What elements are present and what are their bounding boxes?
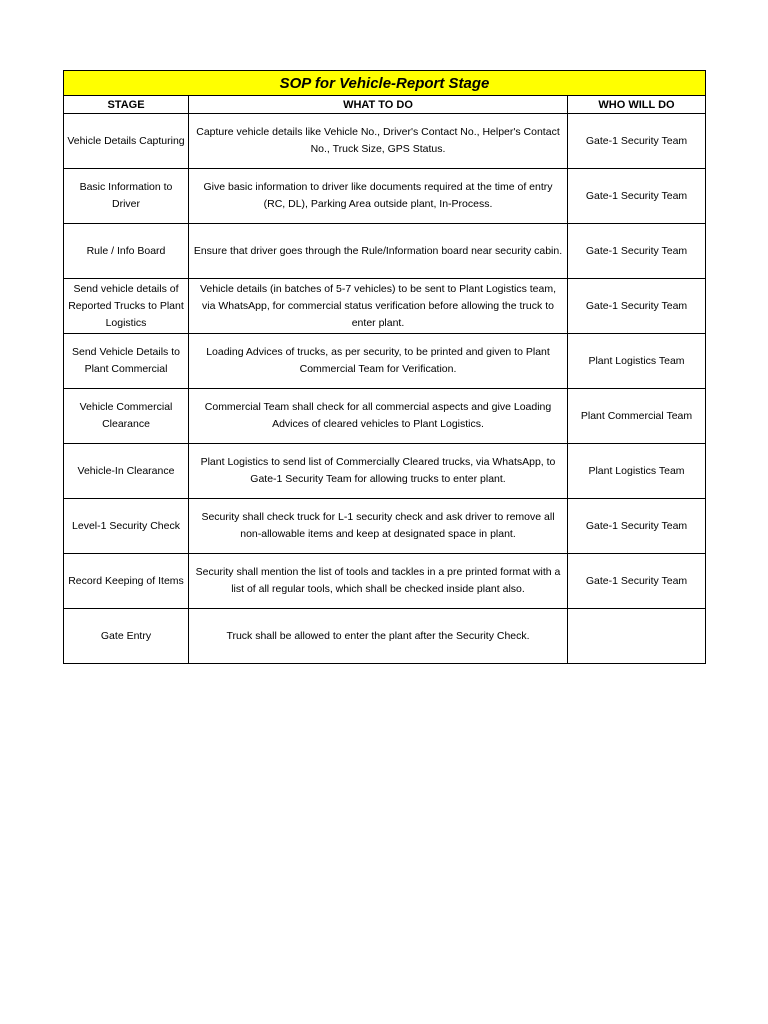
who-cell: [568, 609, 706, 664]
table-row: [64, 389, 706, 444]
who-cell: Gate-1 Security Team: [568, 114, 706, 169]
who-cell: Plant Commercial Team: [568, 389, 706, 444]
table-row: [64, 609, 706, 664]
stage-cell: Rule / Info Board: [64, 224, 189, 279]
what-cell: Security shall check truck for L-1 security check and ask driver to remove all non-allowable items and keep at designated space in plant.: [189, 499, 568, 554]
what-cell: Loading Advices of trucks, as per security, to be printed and given to Plant Commercial Team for Verification.: [189, 334, 568, 389]
stage-cell: Basic Information to Driver: [64, 169, 189, 224]
what-cell: Security shall mention the list of tools and tackles in a pre printed format with a list of all regular tools, which shall be checked inside plant also.: [189, 554, 568, 609]
stage-cell: Vehicle Details Capturing: [64, 114, 189, 169]
header-stage: STAGE: [64, 96, 189, 114]
header-row: [64, 96, 706, 114]
who-cell: Gate-1 Security Team: [568, 499, 706, 554]
table-row: [64, 114, 706, 169]
stage-cell: Vehicle Commercial Clearance: [64, 389, 189, 444]
stage-cell: Send vehicle details of Reported Trucks to Plant Logistics: [64, 279, 189, 334]
table-row: [64, 499, 706, 554]
table-row: [64, 444, 706, 499]
who-cell: Plant Logistics Team: [568, 444, 706, 499]
table-row: [64, 554, 706, 609]
who-cell: Gate-1 Security Team: [568, 279, 706, 334]
what-cell: Vehicle details (in batches of 5-7 vehicles) to be sent to Plant Logistics team, via WhatsApp, for commercial status verification before allowing the truck to enter plant.: [189, 279, 568, 334]
table-row: [64, 334, 706, 389]
table-row: [64, 279, 706, 334]
stage-cell: Level-1 Security Check: [64, 499, 189, 554]
who-cell: Gate-1 Security Team: [568, 169, 706, 224]
stage-cell: Send Vehicle Details to Plant Commercial: [64, 334, 189, 389]
who-cell: Gate-1 Security Team: [568, 224, 706, 279]
sheet-title: SOP for Vehicle-Report Stage: [64, 71, 706, 96]
what-cell: Commercial Team shall check for all commercial aspects and give Loading Advices of cleared vehicles to Plant Logistics.: [189, 389, 568, 444]
what-cell: Give basic information to driver like documents required at the time of entry (RC, DL), Parking Area outside plant, In-Process.: [189, 169, 568, 224]
stage-cell: Gate Entry: [64, 609, 189, 664]
what-cell: Capture vehicle details like Vehicle No., Driver's Contact No., Helper's Contact No., Truck Size, GPS Status.: [189, 114, 568, 169]
title-row: [64, 71, 706, 96]
what-cell: Truck shall be allowed to enter the plant after the Security Check.: [189, 609, 568, 664]
table-row: [64, 169, 706, 224]
what-cell: Ensure that driver goes through the Rule/Information board near security cabin.: [189, 224, 568, 279]
stage-cell: Vehicle-In Clearance: [64, 444, 189, 499]
header-what-to-do: WHAT TO DO: [189, 96, 568, 114]
who-cell: Gate-1 Security Team: [568, 554, 706, 609]
what-cell: Plant Logistics to send list of Commercially Cleared trucks, via WhatsApp, to Gate-1 Security Team for allowing trucks to enter plant.: [189, 444, 568, 499]
who-cell: Plant Logistics Team: [568, 334, 706, 389]
table-row: [64, 224, 706, 279]
stage-cell: Record Keeping of Items: [64, 554, 189, 609]
sop-table: [63, 70, 706, 664]
header-who-will-do: WHO WILL DO: [568, 96, 706, 114]
